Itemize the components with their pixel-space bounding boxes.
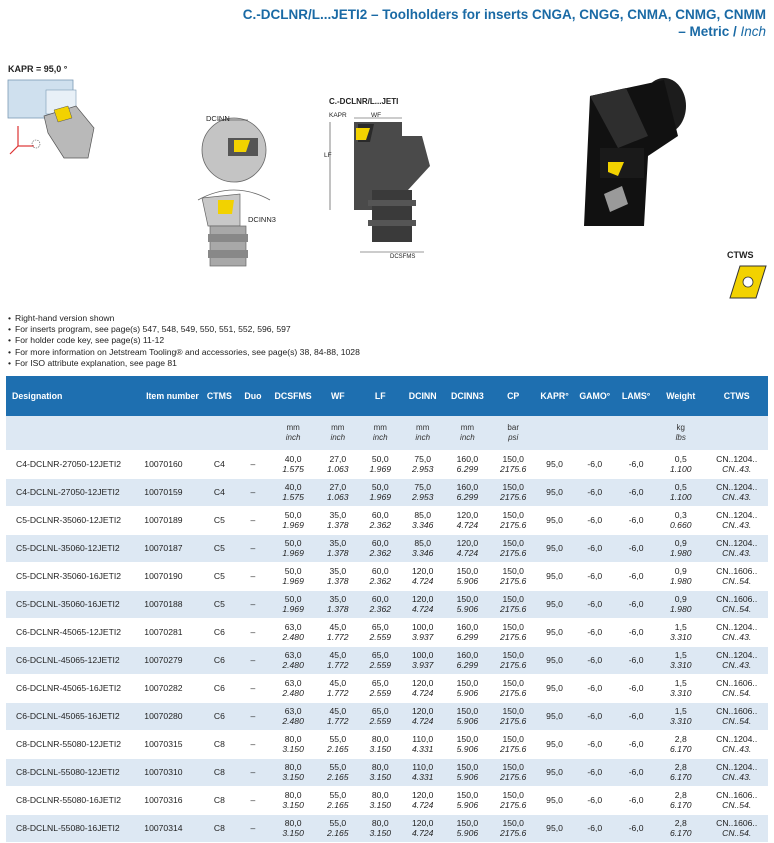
table-header-row (6, 376, 768, 416)
cell-weight: 1,5 3.310 (656, 674, 705, 702)
cell-dcinn: 120,0 4.724 (401, 702, 443, 730)
table-row (6, 702, 768, 730)
cell-duo: – (236, 730, 270, 758)
cell-kapr: 95,0 (536, 534, 574, 562)
column-header: GAMO° (574, 376, 616, 416)
cell-kapr: 95,0 (536, 814, 574, 842)
cell-weight: 0,3 0.660 (656, 506, 705, 534)
cell-dcinn3: 160,0 6.299 (444, 646, 491, 674)
cell-kapr: 95,0 (536, 674, 574, 702)
cell-ctms: C4 (203, 478, 237, 506)
cell-wf: 55,0 2.165 (317, 786, 359, 814)
cell-ctws: CN..1204.. CN..43. (705, 534, 768, 562)
cell-dcsfms: 63,0 2.480 (270, 674, 317, 702)
cell-lf: 80,0 3.150 (359, 758, 401, 786)
cell-dcinn3: 150,0 5.906 (444, 674, 491, 702)
cell-cp: 150,0 2175.6 (491, 674, 536, 702)
column-header: LAMS° (616, 376, 656, 416)
cell-kapr: 95,0 (536, 562, 574, 590)
cell-dcinn: 75,0 2.953 (401, 478, 443, 506)
cell-dcinn: 120,0 4.724 (401, 674, 443, 702)
cell-weight: 1,5 3.310 (656, 702, 705, 730)
specs-table (6, 376, 768, 843)
column-header: CP (491, 376, 536, 416)
column-header: Weight (656, 376, 705, 416)
unit-cell (203, 416, 237, 450)
column-header: KAPR° (536, 376, 574, 416)
cell-lf: 60,0 2.362 (359, 562, 401, 590)
column-header: Designation (6, 376, 142, 416)
cell-cp: 150,0 2175.6 (491, 534, 536, 562)
cell-item: 10070187 (142, 534, 202, 562)
cell-dcinn: 85,0 3.346 (401, 506, 443, 534)
cell-lams: -6,0 (616, 534, 656, 562)
cell-ctws: CN..1204.. CN..43. (705, 450, 768, 478)
cell-dcsfms: 63,0 2.480 (270, 646, 317, 674)
cell-kapr: 95,0 (536, 730, 574, 758)
cell-dcinn3: 150,0 5.906 (444, 562, 491, 590)
dimension-drawing (322, 110, 452, 265)
cell-lams: -6,0 (616, 758, 656, 786)
cell-designation: C6-DCLNL-45065-12JETI2 (6, 646, 142, 674)
cell-ctws: CN..1606.. CN..54. (705, 786, 768, 814)
cell-kapr: 95,0 (536, 506, 574, 534)
cell-duo: – (236, 590, 270, 618)
cell-lams: -6,0 (616, 590, 656, 618)
unit-cell: mm inch (317, 416, 359, 450)
cell-dcinn: 120,0 4.724 (401, 786, 443, 814)
unit-cell (236, 416, 270, 450)
unit-cell: mm inch (401, 416, 443, 450)
cell-lams: -6,0 (616, 450, 656, 478)
cell-cp: 150,0 2175.6 (491, 590, 536, 618)
table-row (6, 758, 768, 786)
cell-gamo: -6,0 (574, 506, 616, 534)
title-line1: C.-DCLNR/L...JETI2 – Toolholders for inserts CNGA, CNGG, CNMA, CNMG, CNMM (242, 7, 766, 22)
title-metric: – Metric / (678, 24, 741, 39)
cell-gamo: -6,0 (574, 786, 616, 814)
cell-gamo: -6,0 (574, 758, 616, 786)
cell-weight: 2,8 6.170 (656, 758, 705, 786)
lf-label: LF (324, 152, 332, 159)
cell-wf: 45,0 1.772 (317, 702, 359, 730)
cell-lf: 60,0 2.362 (359, 506, 401, 534)
note-item: • For ISO attribute explanation, see page 81 (8, 358, 360, 369)
cell-lf: 65,0 2.559 (359, 674, 401, 702)
cell-dcinn: 100,0 3.937 (401, 618, 443, 646)
cell-kapr: 95,0 (536, 758, 574, 786)
cell-dcinn: 120,0 4.724 (401, 814, 443, 842)
cell-lams: -6,0 (616, 730, 656, 758)
note-item: • For inserts program, see page(s) 547, 548, 549, 550, 551, 552, 596, 597 (8, 324, 360, 335)
cell-lams: -6,0 (616, 562, 656, 590)
cell-lf: 65,0 2.559 (359, 618, 401, 646)
insert-shape-icon (726, 262, 770, 302)
cell-item: 10070280 (142, 702, 202, 730)
cell-lams: -6,0 (616, 478, 656, 506)
kapr-label: KAPR = 95,0 ° (8, 64, 68, 74)
cell-item: 10070282 (142, 674, 202, 702)
cell-dcsfms: 63,0 2.480 (270, 702, 317, 730)
cell-ctws: CN..1204.. CN..43. (705, 506, 768, 534)
cell-lams: -6,0 (616, 646, 656, 674)
cell-lams: -6,0 (616, 786, 656, 814)
cell-wf: 55,0 2.165 (317, 730, 359, 758)
column-header: Item number (142, 376, 202, 416)
cell-dcinn3: 150,0 5.906 (444, 730, 491, 758)
cell-designation: C5-DCLNL-35060-16JETI2 (6, 590, 142, 618)
cell-dcinn: 110,0 4.331 (401, 758, 443, 786)
cell-ctws: CN..1204.. CN..43. (705, 646, 768, 674)
cell-weight: 2,8 6.170 (656, 786, 705, 814)
page-title (243, 6, 766, 40)
cell-cp: 150,0 2175.6 (491, 786, 536, 814)
table-row (6, 786, 768, 814)
cell-gamo: -6,0 (574, 478, 616, 506)
unit-cell (705, 416, 768, 450)
cell-weight: 0,5 1.100 (656, 478, 705, 506)
cell-wf: 45,0 1.772 (317, 674, 359, 702)
cell-wf: 35,0 1.378 (317, 562, 359, 590)
cell-designation: C8-DCLNR-55080-16JETI2 (6, 786, 142, 814)
cell-dcinn3: 120,0 4.724 (444, 534, 491, 562)
dcinn-label: DCINN (206, 114, 230, 123)
cell-item: 10070189 (142, 506, 202, 534)
cell-dcsfms: 40,0 1.575 (270, 450, 317, 478)
note-item: • For holder code key, see page(s) 11-12 (8, 335, 360, 346)
cell-gamo: -6,0 (574, 450, 616, 478)
table-row (6, 730, 768, 758)
cell-item: 10070188 (142, 590, 202, 618)
cell-ctms: C8 (203, 814, 237, 842)
cell-ctws: CN..1204.. CN..43. (705, 730, 768, 758)
cell-ctws: CN..1606.. CN..54. (705, 674, 768, 702)
toolholder-render (578, 76, 688, 236)
cell-ctws: CN..1606.. CN..54. (705, 562, 768, 590)
cell-kapr: 95,0 (536, 590, 574, 618)
product-code-label: C.-DCLNR/L...JETI (329, 97, 399, 106)
cell-dcinn: 75,0 2.953 (401, 450, 443, 478)
cell-dcinn3: 150,0 5.906 (444, 786, 491, 814)
cell-cp: 150,0 2175.6 (491, 506, 536, 534)
cell-ctms: C4 (203, 450, 237, 478)
cell-lf: 80,0 3.150 (359, 786, 401, 814)
cell-cp: 150,0 2175.6 (491, 562, 536, 590)
cell-dcinn: 120,0 4.724 (401, 590, 443, 618)
cell-gamo: -6,0 (574, 730, 616, 758)
cell-weight: 2,8 6.170 (656, 730, 705, 758)
cell-ctms: C6 (203, 702, 237, 730)
cell-dcinn: 100,0 3.937 (401, 646, 443, 674)
unit-cell (6, 416, 142, 450)
cell-lams: -6,0 (616, 618, 656, 646)
cell-weight: 0,9 1.980 (656, 562, 705, 590)
table-row (6, 562, 768, 590)
table-row (6, 814, 768, 842)
cell-lams: -6,0 (616, 506, 656, 534)
unit-cell: mm inch (444, 416, 491, 450)
cell-item: 10070190 (142, 562, 202, 590)
cell-gamo: -6,0 (574, 674, 616, 702)
column-header: Duo (236, 376, 270, 416)
cell-dcinn: 110,0 4.331 (401, 730, 443, 758)
cell-duo: – (236, 702, 270, 730)
cell-gamo: -6,0 (574, 702, 616, 730)
cell-cp: 150,0 2175.6 (491, 758, 536, 786)
cell-lf: 65,0 2.559 (359, 646, 401, 674)
cell-designation: C4-DCLNL-27050-12JETI2 (6, 478, 142, 506)
cell-weight: 0,9 1.980 (656, 590, 705, 618)
cell-cp: 150,0 2175.6 (491, 730, 536, 758)
cell-gamo: -6,0 (574, 814, 616, 842)
cell-ctms: C6 (203, 646, 237, 674)
cell-weight: 1,5 3.310 (656, 618, 705, 646)
title-inch: Inch (740, 24, 766, 39)
dcinn-detail (188, 110, 278, 270)
cell-ctms: C8 (203, 786, 237, 814)
cell-cp: 150,0 2175.6 (491, 478, 536, 506)
table-body (6, 450, 768, 842)
cell-item: 10070160 (142, 450, 202, 478)
cell-dcsfms: 50,0 1.969 (270, 562, 317, 590)
cell-wf: 45,0 1.772 (317, 646, 359, 674)
table-row (6, 646, 768, 674)
cell-dcsfms: 63,0 2.480 (270, 618, 317, 646)
column-header: DCINN (401, 376, 443, 416)
ctws-label: CTWS (727, 250, 754, 260)
cell-designation: C5-DCLNR-35060-16JETI2 (6, 562, 142, 590)
cell-dcinn3: 160,0 6.299 (444, 478, 491, 506)
cell-duo: – (236, 450, 270, 478)
cell-wf: 45,0 1.772 (317, 618, 359, 646)
dcinn3-label: DCINN3 (248, 215, 276, 224)
cell-weight: 2,8 6.170 (656, 814, 705, 842)
column-header: WF (317, 376, 359, 416)
cell-item: 10070314 (142, 814, 202, 842)
unit-cell: kg lbs (656, 416, 705, 450)
cell-item: 10070281 (142, 618, 202, 646)
cell-gamo: -6,0 (574, 618, 616, 646)
cell-cp: 150,0 2175.6 (491, 814, 536, 842)
cell-dcsfms: 80,0 3.150 (270, 730, 317, 758)
cell-ctws: CN..1606.. CN..54. (705, 590, 768, 618)
cell-item: 10070310 (142, 758, 202, 786)
cell-wf: 27,0 1.063 (317, 478, 359, 506)
cell-cp: 150,0 2175.6 (491, 618, 536, 646)
unit-cell (142, 416, 202, 450)
cell-ctms: C8 (203, 730, 237, 758)
kapr-schematic (6, 78, 106, 173)
cell-designation: C5-DCLNL-35060-12JETI2 (6, 534, 142, 562)
notes-list (8, 313, 360, 369)
cell-kapr: 95,0 (536, 618, 574, 646)
cell-ctms: C6 (203, 618, 237, 646)
column-header: CTMS (203, 376, 237, 416)
cell-ctms: C6 (203, 674, 237, 702)
cell-wf: 35,0 1.378 (317, 590, 359, 618)
table-units-row (6, 416, 768, 450)
cell-lf: 80,0 3.150 (359, 730, 401, 758)
note-item: • Right-hand version shown (8, 313, 360, 324)
cell-wf: 55,0 2.165 (317, 814, 359, 842)
cell-duo: – (236, 478, 270, 506)
table-row (6, 478, 768, 506)
cell-gamo: -6,0 (574, 646, 616, 674)
cell-lf: 60,0 2.362 (359, 534, 401, 562)
cell-ctms: C8 (203, 758, 237, 786)
cell-wf: 27,0 1.063 (317, 450, 359, 478)
table-row (6, 618, 768, 646)
cell-duo: – (236, 646, 270, 674)
cell-designation: C5-DCLNR-35060-12JETI2 (6, 506, 142, 534)
cell-lf: 50,0 1.969 (359, 478, 401, 506)
cell-dcsfms: 80,0 3.150 (270, 814, 317, 842)
cell-designation: C6-DCLNR-45065-16JETI2 (6, 674, 142, 702)
cell-dcinn3: 120,0 4.724 (444, 506, 491, 534)
cell-dcinn3: 150,0 5.906 (444, 702, 491, 730)
cell-gamo: -6,0 (574, 534, 616, 562)
cell-item: 10070159 (142, 478, 202, 506)
table-row (6, 590, 768, 618)
cell-gamo: -6,0 (574, 590, 616, 618)
cell-designation: C8-DCLNL-55080-12JETI2 (6, 758, 142, 786)
cell-kapr: 95,0 (536, 786, 574, 814)
cell-ctms: C5 (203, 590, 237, 618)
cell-ctms: C5 (203, 506, 237, 534)
cell-item: 10070316 (142, 786, 202, 814)
cell-designation: C6-DCLNR-45065-12JETI2 (6, 618, 142, 646)
cell-item: 10070315 (142, 730, 202, 758)
cell-duo: – (236, 786, 270, 814)
cell-lf: 80,0 3.150 (359, 814, 401, 842)
cell-dcinn3: 160,0 6.299 (444, 618, 491, 646)
cell-wf: 35,0 1.378 (317, 534, 359, 562)
cell-ctws: CN..1204.. CN..43. (705, 618, 768, 646)
cell-lams: -6,0 (616, 674, 656, 702)
cell-dcinn3: 150,0 5.906 (444, 814, 491, 842)
cell-dcsfms: 50,0 1.969 (270, 534, 317, 562)
cell-ctms: C5 (203, 562, 237, 590)
cell-dcinn3: 150,0 5.906 (444, 758, 491, 786)
cell-duo: – (236, 534, 270, 562)
cell-weight: 0,9 1.980 (656, 534, 705, 562)
cell-item: 10070279 (142, 646, 202, 674)
cell-ctws: CN..1606.. CN..54. (705, 702, 768, 730)
column-header: LF (359, 376, 401, 416)
cell-lams: -6,0 (616, 702, 656, 730)
table-row (6, 450, 768, 478)
cell-dcinn3: 160,0 6.299 (444, 450, 491, 478)
unit-cell: bar psi (491, 416, 536, 450)
column-header: DCINN3 (444, 376, 491, 416)
title-line2 (243, 23, 766, 40)
cell-duo: – (236, 506, 270, 534)
cell-dcsfms: 40,0 1.575 (270, 478, 317, 506)
cell-duo: – (236, 618, 270, 646)
note-item: • For more information on Jetstream Tooling® and accessories, see page(s) 38, 84-88, 1028 (8, 347, 360, 358)
cell-dcinn: 85,0 3.346 (401, 534, 443, 562)
cell-dcsfms: 80,0 3.150 (270, 786, 317, 814)
cell-ctms: C5 (203, 534, 237, 562)
cell-kapr: 95,0 (536, 478, 574, 506)
kapr-dim-label: KAPR (329, 112, 347, 119)
wf-label: WF (371, 112, 382, 119)
cell-wf: 35,0 1.378 (317, 506, 359, 534)
column-header: DCSFMS (270, 376, 317, 416)
cell-lf: 50,0 1.969 (359, 450, 401, 478)
unit-cell: mm inch (270, 416, 317, 450)
cell-ctws: CN..1606.. CN..54. (705, 814, 768, 842)
cell-gamo: -6,0 (574, 562, 616, 590)
cell-ctws: CN..1204.. CN..43. (705, 758, 768, 786)
table-row (6, 674, 768, 702)
column-header: CTWS (705, 376, 768, 416)
cell-dcsfms: 50,0 1.969 (270, 506, 317, 534)
cell-designation: C6-DCLNL-45065-16JETI2 (6, 702, 142, 730)
cell-designation: C8-DCLNL-55080-16JETI2 (6, 814, 142, 842)
table-row (6, 534, 768, 562)
unit-cell (536, 416, 574, 450)
cell-designation: C4-DCLNR-27050-12JETI2 (6, 450, 142, 478)
cell-kapr: 95,0 (536, 702, 574, 730)
cell-cp: 150,0 2175.6 (491, 702, 536, 730)
cell-wf: 55,0 2.165 (317, 758, 359, 786)
unit-cell (616, 416, 656, 450)
cell-lf: 65,0 2.559 (359, 702, 401, 730)
unit-cell (574, 416, 616, 450)
cell-designation: C8-DCLNR-55080-12JETI2 (6, 730, 142, 758)
cell-weight: 0,5 1.100 (656, 450, 705, 478)
cell-kapr: 95,0 (536, 450, 574, 478)
cell-duo: – (236, 814, 270, 842)
dcsfms-label: DCSFMS (390, 254, 416, 260)
cell-dcsfms: 80,0 3.150 (270, 758, 317, 786)
cell-dcinn: 120,0 4.724 (401, 562, 443, 590)
cell-ctws: CN..1204.. CN..43. (705, 478, 768, 506)
table-row (6, 506, 768, 534)
cell-duo: – (236, 674, 270, 702)
cell-lams: -6,0 (616, 814, 656, 842)
cell-cp: 150,0 2175.6 (491, 646, 536, 674)
cell-kapr: 95,0 (536, 646, 574, 674)
cell-dcinn3: 150,0 5.906 (444, 590, 491, 618)
cell-weight: 1,5 3.310 (656, 646, 705, 674)
cell-cp: 150,0 2175.6 (491, 450, 536, 478)
unit-cell: mm inch (359, 416, 401, 450)
cell-dcsfms: 50,0 1.969 (270, 590, 317, 618)
cell-duo: – (236, 758, 270, 786)
cell-lf: 60,0 2.362 (359, 590, 401, 618)
cell-duo: – (236, 562, 270, 590)
